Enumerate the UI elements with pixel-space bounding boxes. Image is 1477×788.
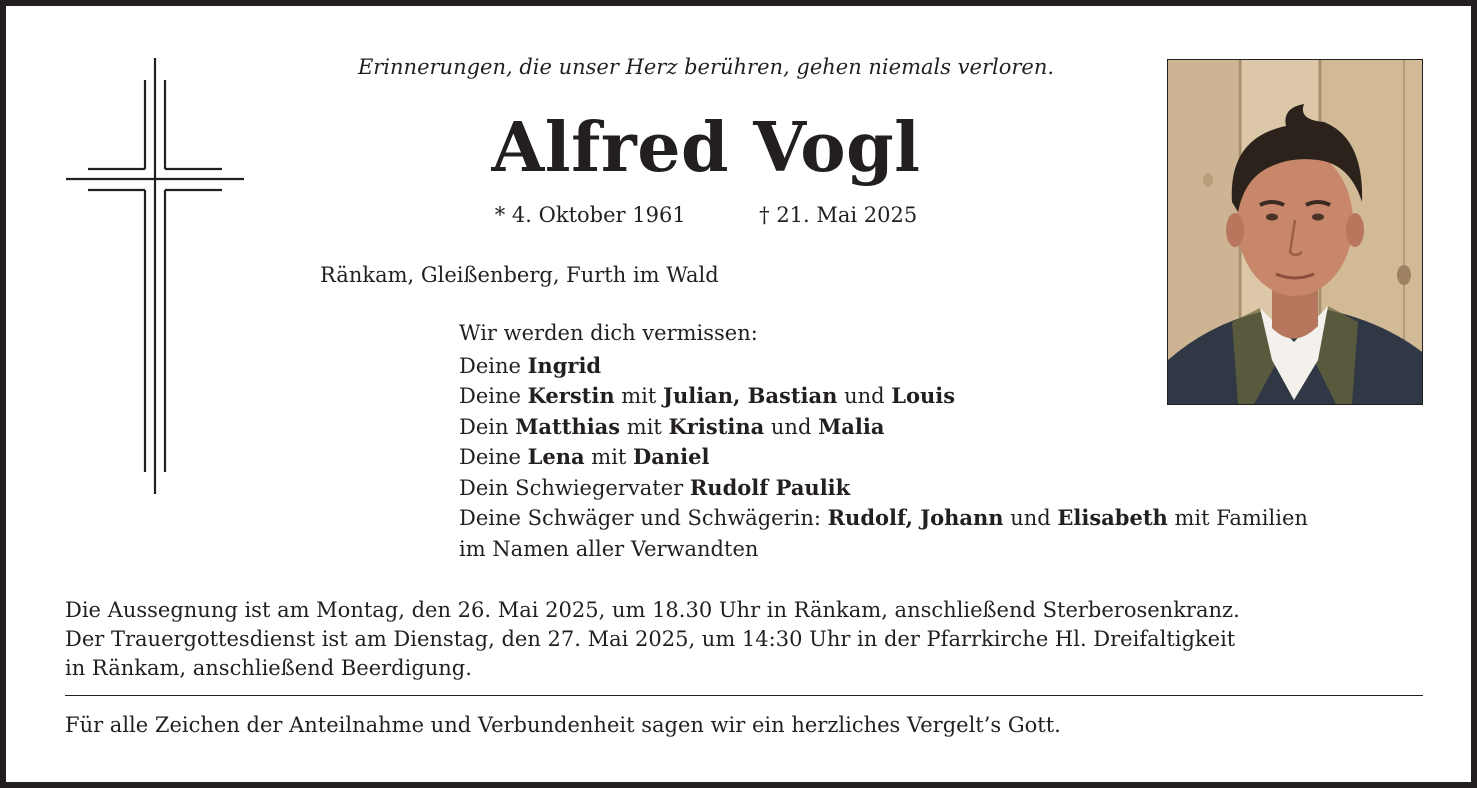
mourner-name: Kerstin [527,383,615,408]
mourner-name: Matthias [515,413,621,439]
mourner-text: Deine [459,384,528,408]
portrait-photo [1167,59,1423,405]
mourner-name: Elisabeth [1057,505,1168,530]
mourner-line [459,412,1308,443]
mourner-text: mit Familien [1167,506,1308,530]
places-line: Ränkam, Gleißenberg, Furth im Wald [320,263,719,287]
mourner-name: Kristina [668,413,765,439]
mourner-name: Louis [891,383,956,408]
service-line: Die Aussegnung ist am Montag, den 26. Mai 2025, um 18.30 Uhr in Ränkam, anschließend Sterberosenkranz. [65,598,1240,622]
mourner-text: und [764,414,819,439]
mourner-text: mit [620,414,669,439]
mourner-text: Deine [459,445,528,469]
mourner-text: und [1003,506,1058,530]
mourner-line [459,473,1308,504]
deceased-name: Alfred Vogl [491,108,921,188]
mourner-text: mit [614,384,664,408]
mourner-text: mit [584,445,634,469]
mourner-name: Ingrid [527,352,602,378]
divider [65,695,1423,696]
mourner-text: Dein Schwiegervater [459,475,690,500]
mourner-line [459,503,1308,534]
mourner-name: Rudolf, Johann [827,505,1004,530]
mourner-name: Rudolf Paulik [689,474,851,500]
mourner-name: Malia [818,413,885,439]
mourner-text: Deine [459,353,528,378]
mourner-line [459,442,1308,473]
mourner-text: Dein [459,414,516,439]
funeral-service-text [65,596,1425,683]
mourner-text: im Namen aller Verwandten [459,536,759,561]
death-date: † 21. Mai 2025 [759,203,918,227]
mourners-intro: Wir werden dich vermissen: [459,321,758,345]
mourner-text: und [837,384,892,408]
thanks-line: Für alle Zeichen der Anteilnahme und Verbundenheit sagen wir ein herzliches Vergelt’s Gott. [65,713,1061,737]
cross-icon [64,56,246,496]
birth-date: * 4. Oktober 1961 [494,203,686,227]
life-dates [296,201,1116,229]
mourner-line [459,534,1308,565]
service-line: in Ränkam, anschließend Beerdigung. [65,656,472,680]
mourner-name: Lena [527,444,585,469]
memorial-quote: Erinnerungen, die unser Herz berühren, gehen niemals verloren. [357,55,1055,79]
mourner-text: Deine Schwäger und Schwägerin: [459,506,828,530]
service-line: Der Trauergottesdienst ist am Dienstag, den 27. Mai 2025, um 14:30 Uhr in der Pfarrkirche Hl. Dreifaltigkeit [65,627,1236,651]
mourner-name: Daniel [633,444,710,469]
mourner-name: Julian, Bastian [663,383,838,408]
portrait-image [1168,60,1422,404]
